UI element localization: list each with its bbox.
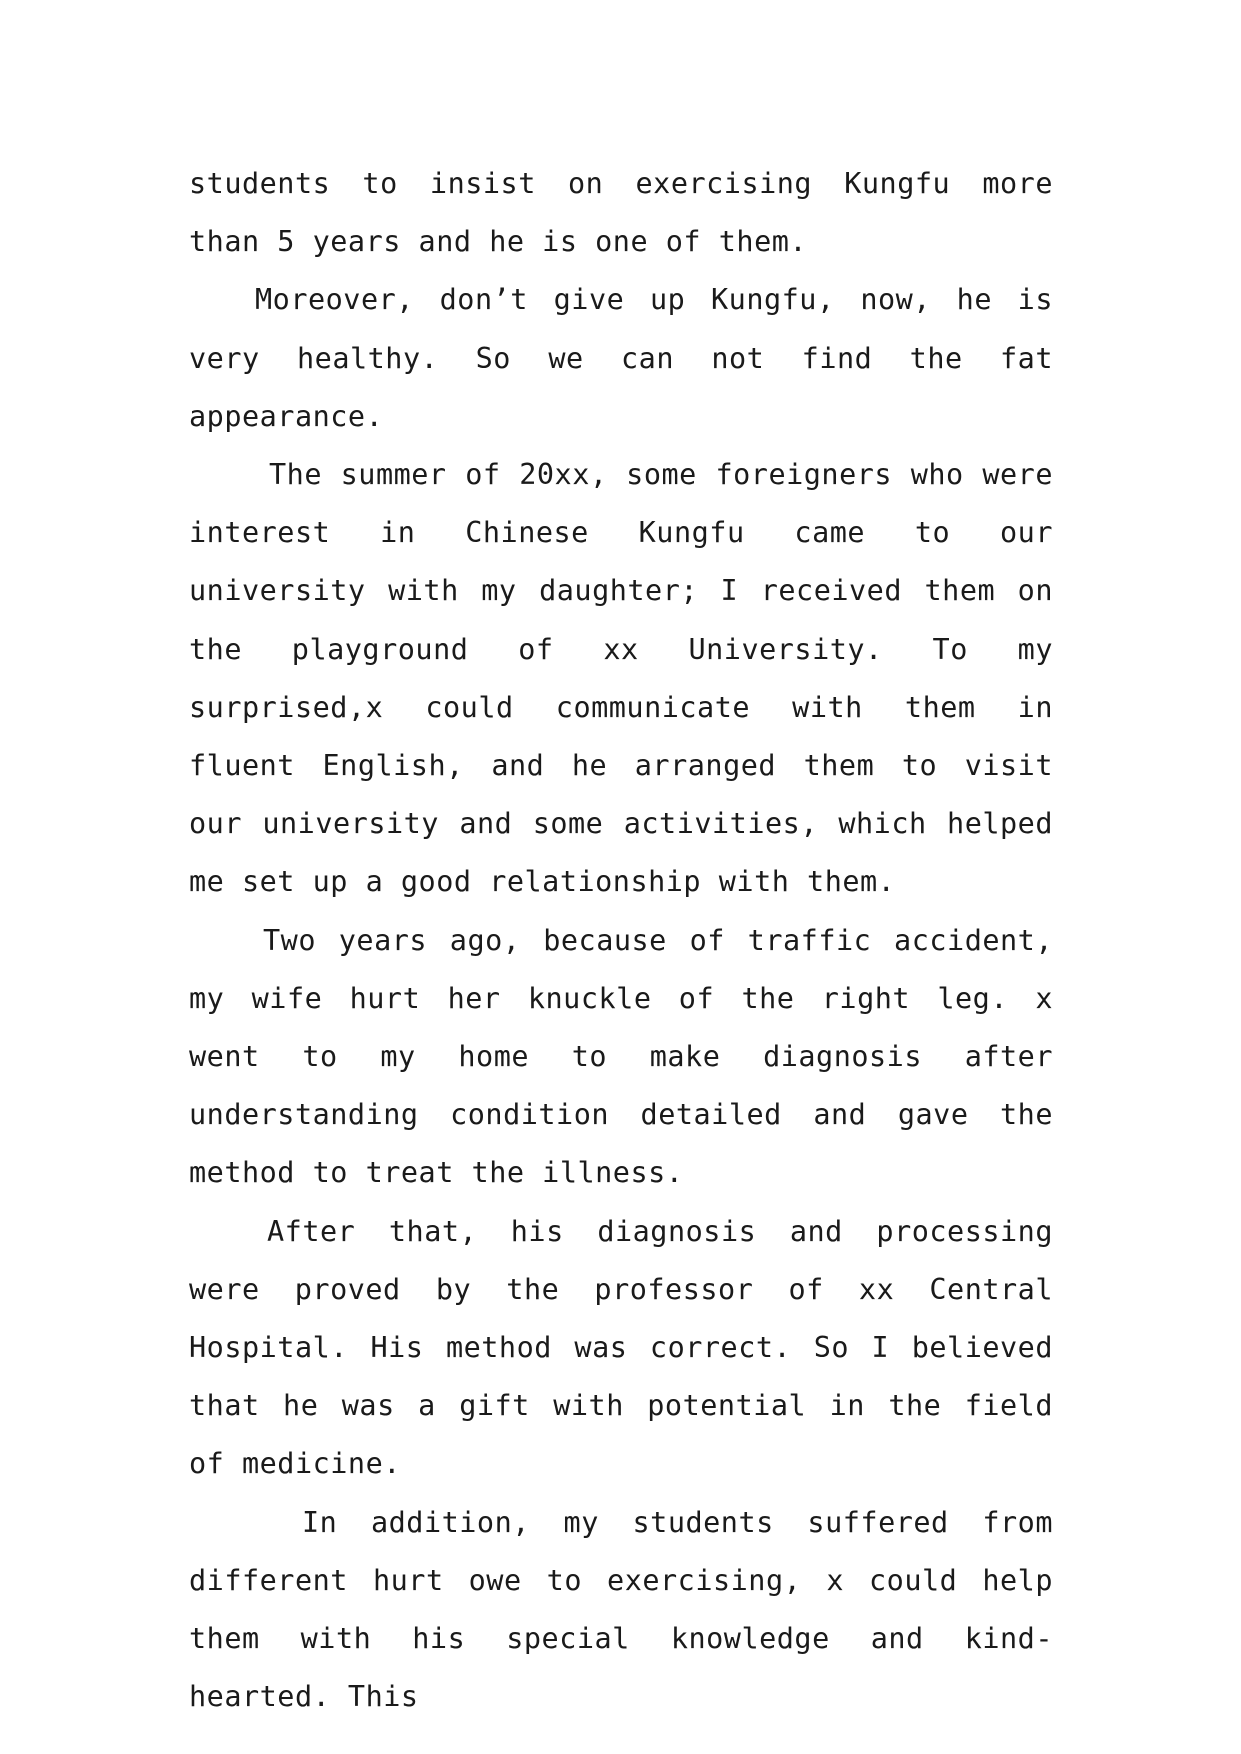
paragraph-traffic-accident: Two years ago, because of traffic accident, my wife hurt her knuckle of the right leg. x went to my home to make diagnosis after understanding condition detailed and gave the method to treat the illness. (189, 923, 1053, 1190)
paragraph-diagnosis-proved: After that, his diagnosis and processing were proved by the professor of xx Central Hospital. His method was correct. So I believed that he was a gift with potential in the field of medicine. (189, 1214, 1053, 1481)
paragraph-moreover: Moreover, don’t give up Kungfu, now, he is very healthy. So we can not find the fat appearance. (189, 283, 1053, 433)
paragraph-continuation: students to insist on exercising Kungfu more than 5 years and he is one of them. (189, 167, 1053, 259)
paragraph-summer-visit: The summer of 20xx, some foreigners who were interest in Chinese Kungfu came to our university with my daughter; I received them on the playground of xx University. To my surprised,x could communicate with them in fluent English, and he arranged them to visit our university and some activities, which helped me set up a good relationship with them. (189, 458, 1053, 899)
paragraph-in-addition: In addition, my students suffered from different hurt owe to exercising, x could help them with his special knowledge and kind-hearted. This (189, 1505, 1053, 1714)
document-body (189, 155, 1053, 1726)
